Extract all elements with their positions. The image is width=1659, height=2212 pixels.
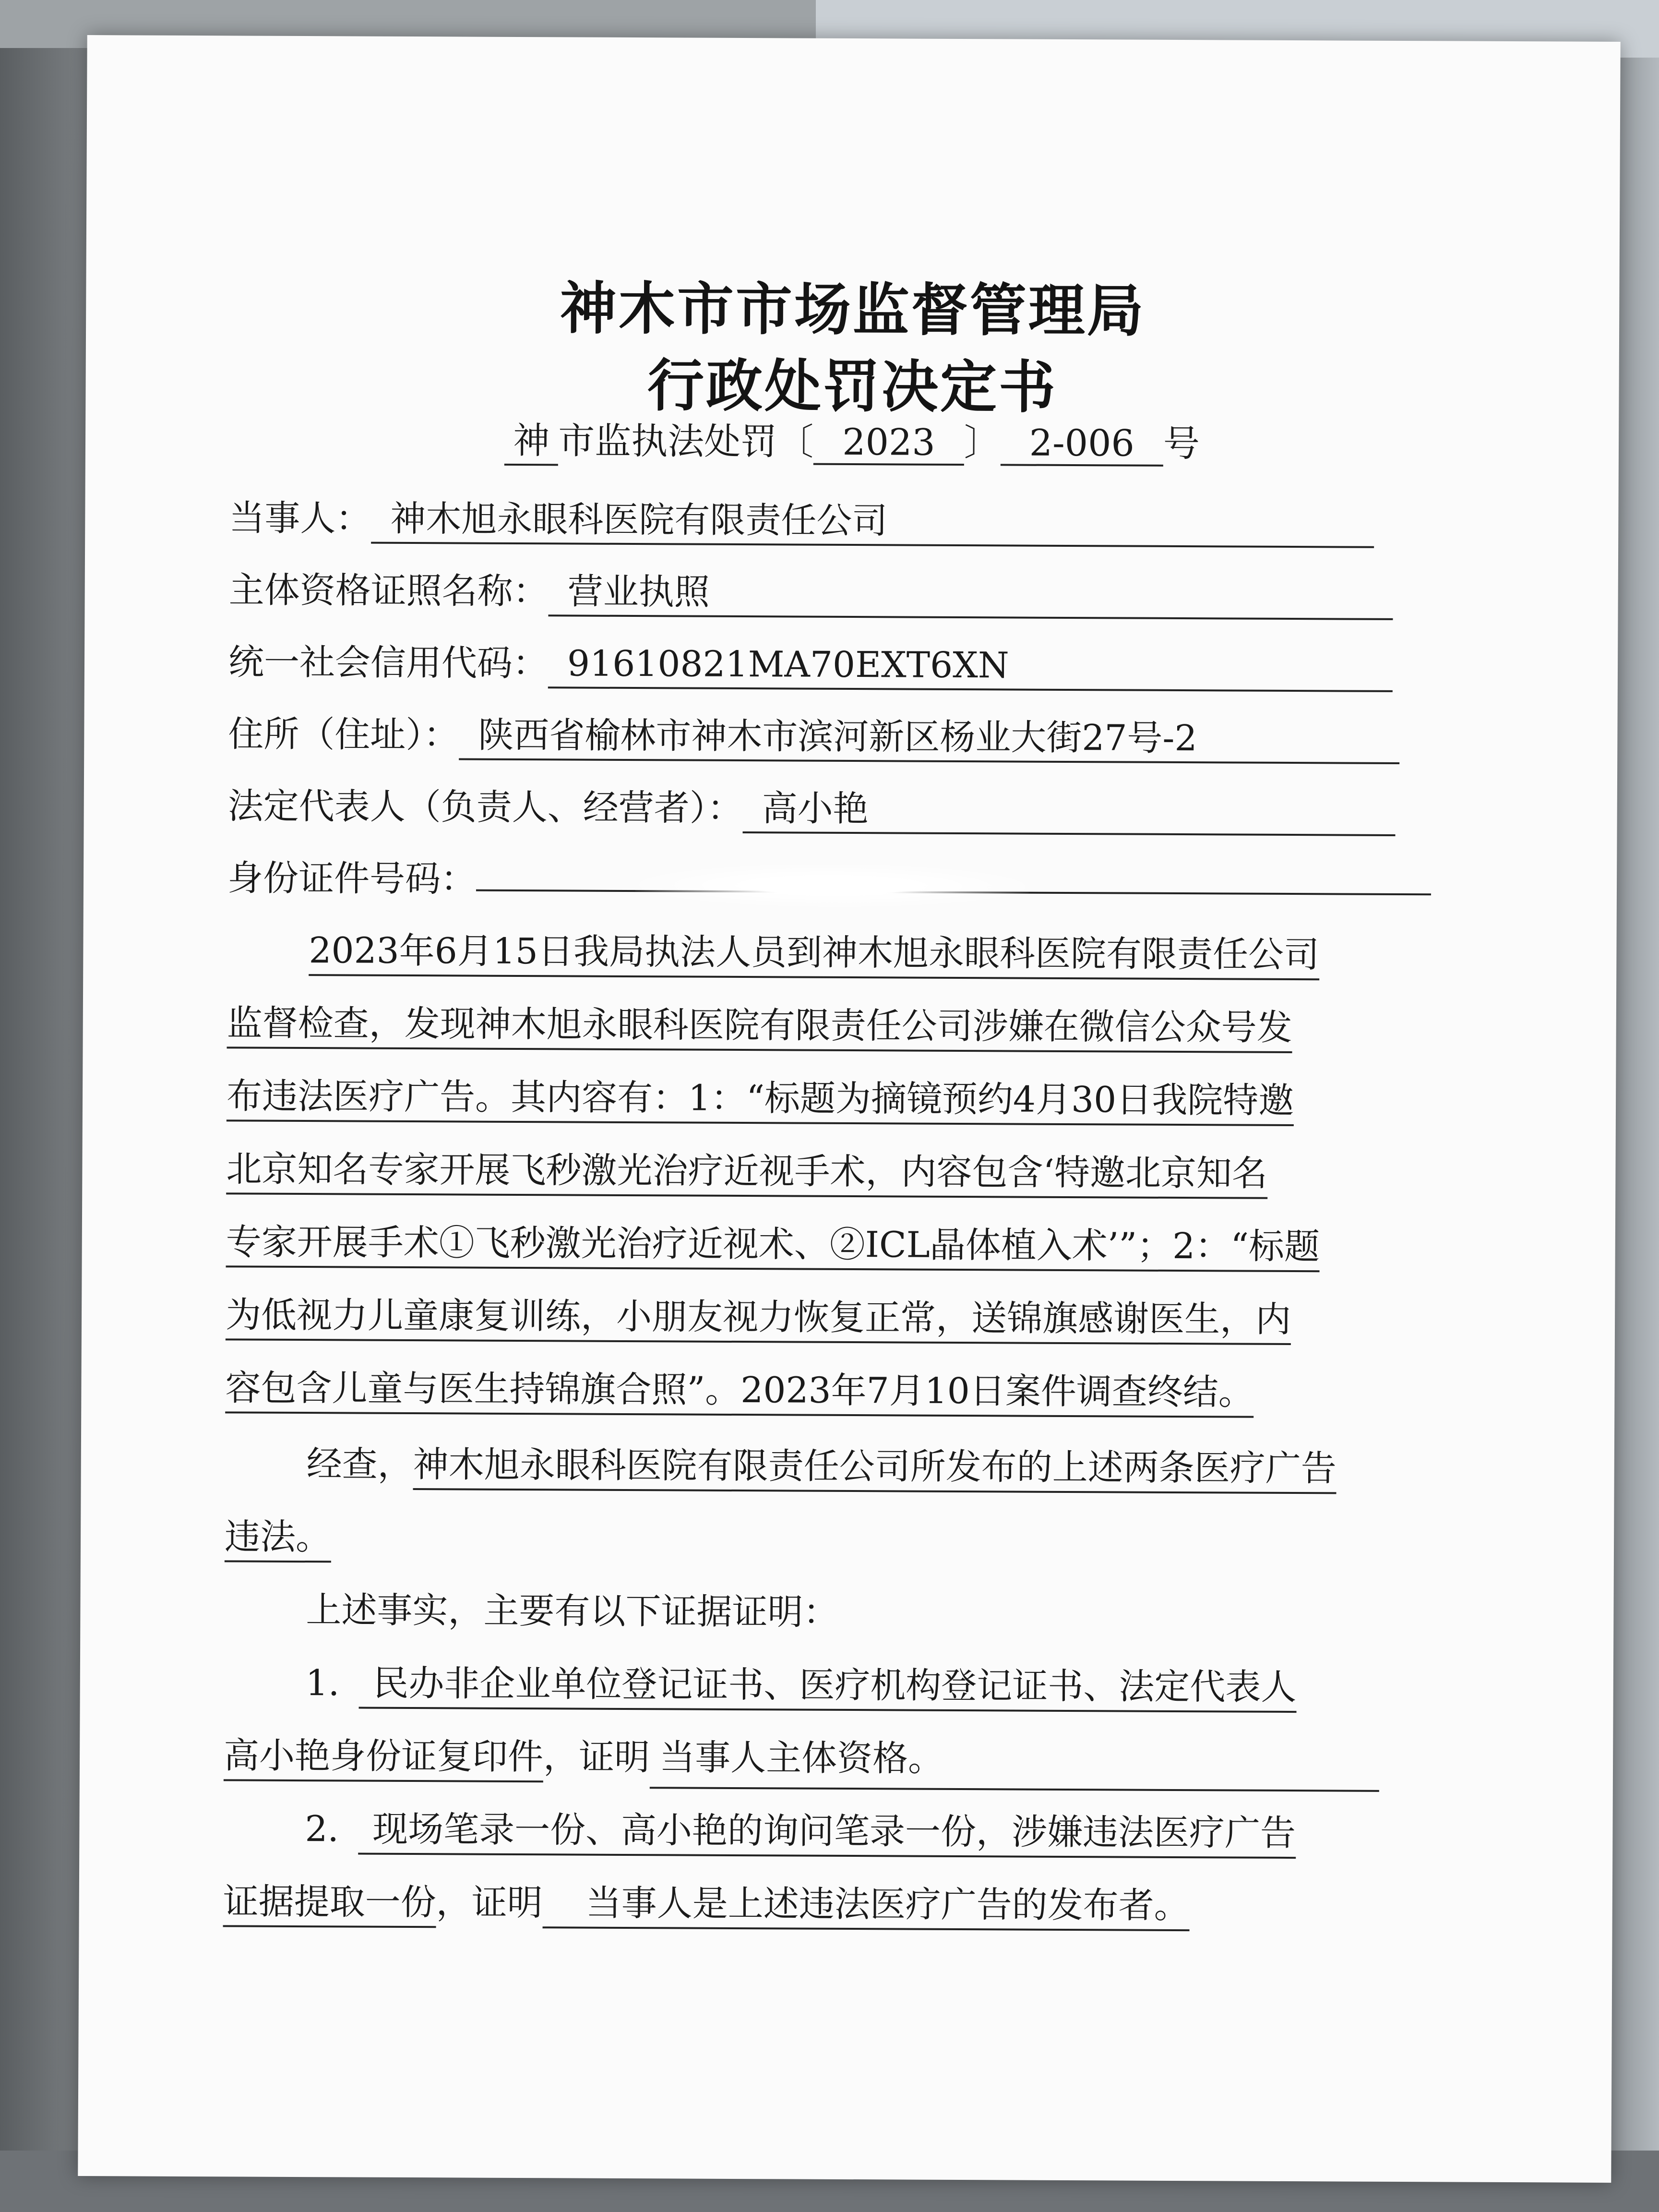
para2-line2: [225, 1510, 1549, 1569]
para3: 上述事实，主要有以下证据证明：: [306, 1589, 839, 1633]
para1-line7: [225, 1361, 1550, 1420]
para1-line6: [226, 1288, 1550, 1347]
evidence1-proves: ，证明: [543, 1736, 650, 1779]
para1-line2-text: 监督检查，发现神木旭永眼科医院有限责任公司涉嫌在微信公众号发: [227, 1002, 1292, 1053]
document-page: [78, 35, 1620, 2183]
address-value: 陕西省榆林市神木市滨河新区杨业大街27号-2: [459, 712, 1399, 764]
doc-number-year: 2023: [813, 421, 964, 466]
para1-line3: [227, 1070, 1551, 1128]
evidence1-line2: [224, 1729, 1548, 1792]
doc-number-middle: 市监执法处罚〔: [558, 419, 814, 463]
license-label: 主体资格证照名称：: [228, 569, 549, 613]
evidence2-line1: [223, 1802, 1548, 1861]
para2-line1-text: 神木旭永眼科医院有限责任公司所发布的上述两条医疗广告: [413, 1444, 1337, 1494]
doc-number-suffix: 号: [1163, 421, 1200, 465]
para1-line6-text: 为低视力儿童康复训练，小朋友视力恢复正常，送锦旗感谢医生，内: [226, 1294, 1291, 1345]
evidence1-number: 1.: [305, 1662, 340, 1704]
para1-line7-text: 容包含儿童与医生持锦旗合照”。2023年7月10日案件调查终结。: [225, 1367, 1254, 1418]
evidence1-fact: 当事人主体资格。: [650, 1731, 1380, 1792]
license-row: [228, 564, 1534, 622]
evidence2-fact: 当事人是上述违法医疗广告的发布者。: [543, 1882, 1190, 1931]
license-value: 营业执照: [548, 568, 1393, 620]
evidence1-line1: [224, 1656, 1549, 1715]
evidence2-line1-text: 现场笔录一份、高小艳的询问笔录一份，涉嫌违法医疗广告: [358, 1809, 1296, 1859]
credit-code-label: 统一社会信用代码：: [228, 641, 549, 685]
evidence1-line1-text: 民办非企业单位登记证书、医疗机构登记证书、法定代表人: [358, 1663, 1296, 1713]
evidence1-docs: 高小艳身份证复印件: [224, 1735, 543, 1782]
para2-line1: [225, 1437, 1550, 1496]
party-value: 神木旭永眼科医院有限责任公司: [371, 496, 1374, 548]
id-number-label: 身份证件号码：: [227, 857, 477, 900]
doc-number-close: 〕: [964, 421, 1001, 464]
evidence2-number: 2.: [305, 1808, 339, 1850]
party-label: 当事人：: [229, 497, 371, 540]
credit-code-row: [228, 636, 1534, 694]
agency-title: 神木市市场监督管理局: [560, 275, 1146, 344]
para2-line2-text: 违法。: [225, 1516, 331, 1563]
para1-line2: [227, 997, 1552, 1055]
credit-code-value: 91610821MA70EXT6XN: [548, 640, 1393, 692]
para2-start: 经查，: [306, 1443, 413, 1486]
redaction-blur: [635, 863, 1029, 908]
legal-rep-value: 高小艳: [743, 785, 1396, 836]
evidence2-proves: ，证明: [436, 1882, 543, 1924]
para1-line5: [226, 1215, 1551, 1274]
doc-number-value: 2-006: [1001, 421, 1163, 466]
background-left: [0, 48, 91, 2212]
para1-line1-text: 2023年6月15日我局执法人员到神木旭永眼科医院有限责任公司: [309, 930, 1319, 980]
address-row: [228, 708, 1533, 766]
doc-number-prefix: 神: [504, 411, 558, 466]
evidence2-docs: 证据提取一份: [223, 1881, 436, 1928]
document-number: [85, 409, 1619, 470]
para1-line4: [226, 1142, 1551, 1201]
evidence2-line2: [223, 1875, 1548, 1934]
address-label: 住所（住址）：: [228, 713, 459, 756]
legal-rep-row: [227, 780, 1533, 838]
document-title: 行政处罚决定书: [647, 352, 1058, 421]
legal-rep-label: 法定代表人（负责人、经营者）：: [227, 785, 743, 830]
party-row: [229, 492, 1534, 550]
para1-line4-text: 北京知名专家开展飞秒激光治疗近视手术，内容包含‘特邀北京知名: [226, 1148, 1267, 1199]
para1-line5-text: 专家开展手术①飞秒激光治疗近视术、②ICL晶体植入术’”；2：“标题: [226, 1221, 1320, 1272]
para1-line1: [227, 924, 1552, 982]
para1-line3-text: 布违法医疗广告。其内容有：1：“标题为摘镜预约4月30日我院特邀: [227, 1075, 1294, 1126]
